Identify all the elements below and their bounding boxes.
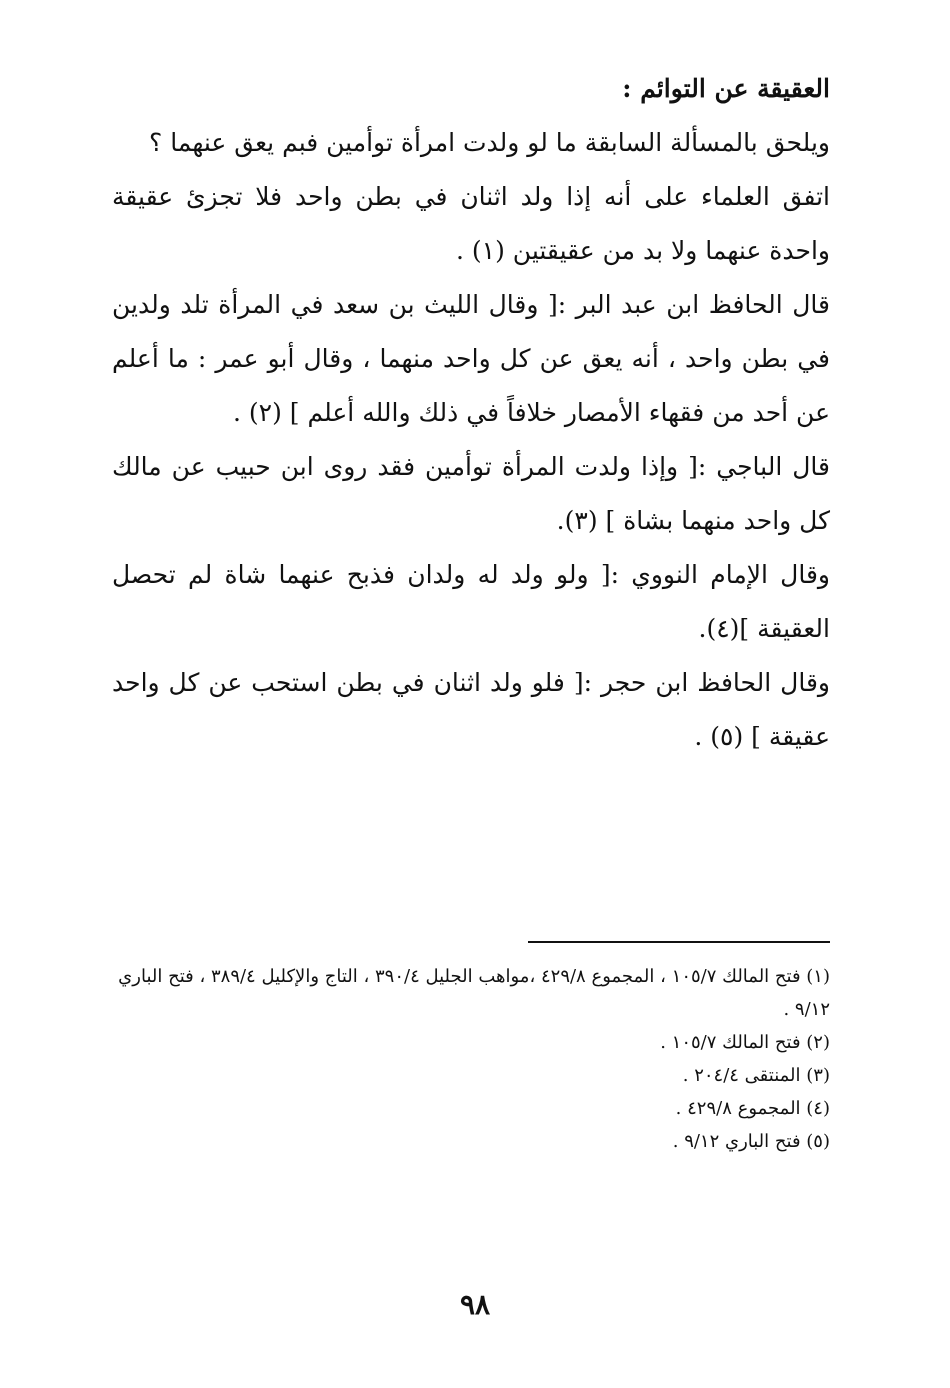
paragraph-consensus: اتفق العلماء على أنه إذا ولد اثنان في بطن واحد فلا تجزئ عقيقة واحدة عنهما ولا بد من عقيقتين (١) .	[112, 182, 830, 265]
footnote-2: (٢) فتح المالك ١٠٥/٧ .	[660, 1032, 830, 1053]
paragraph-al-baji: قال الباجي :[ وإذا ولدت المرأة توأمين فقد روى ابن حبيب عن مالك كل واحد منهما بشاة ] (٣).	[112, 452, 830, 535]
footnote-1: (١) فتح المالك ١٠٥/٧ ، المجموع ٤٢٩/٨ ،مواهب الجليل ٣٩٠/٤ ، التاج والإكليل ٣٨٩/٤ ، فتح الباري ٩/١٢ .	[118, 966, 830, 1020]
footnote-3: (٣) المنتقى ٢٠٤/٤ .	[682, 1065, 830, 1086]
main-text	[112, 62, 830, 764]
paragraph-question: ويلحق بالمسألة السابقة ما لو ولدت امرأة توأمين فبم يعق عنهما ؟	[149, 128, 830, 157]
footnote-divider	[528, 941, 830, 943]
footnotes	[112, 960, 830, 1158]
paragraph-ibn-abd-al-barr: قال الحافظ ابن عبد البر :[ وقال الليث بن سعد في المرأة تلد ولدين في بطن واحد ، أنه يعق عن كل واحد منهما ، وقال أبو عمر : ما أعلم عن أحد من فقهاء الأمصار خلافاً في ذلك والله أعلم ] (٢) .	[112, 290, 830, 427]
paragraph-ibn-hajar: وقال الحافظ ابن حجر :[ فلو ولد اثنان في بطن استحب عن كل واحد عقيقة ] (٥) .	[112, 668, 830, 751]
footnote-4: (٤) المجموع ٤٢٩/٨ .	[675, 1098, 830, 1119]
paragraph-al-nawawi: وقال الإمام النووي :[ ولو ولد له ولدان فذبح عنهما شاة لم تحصل العقيقة ](٤).	[112, 560, 830, 643]
footnote-5: (٥) فتح الباري ٩/١٢ .	[672, 1131, 830, 1152]
page-number: ٩٨	[459, 1288, 491, 1321]
section-heading: العقيقة عن التوائم :	[622, 74, 830, 103]
